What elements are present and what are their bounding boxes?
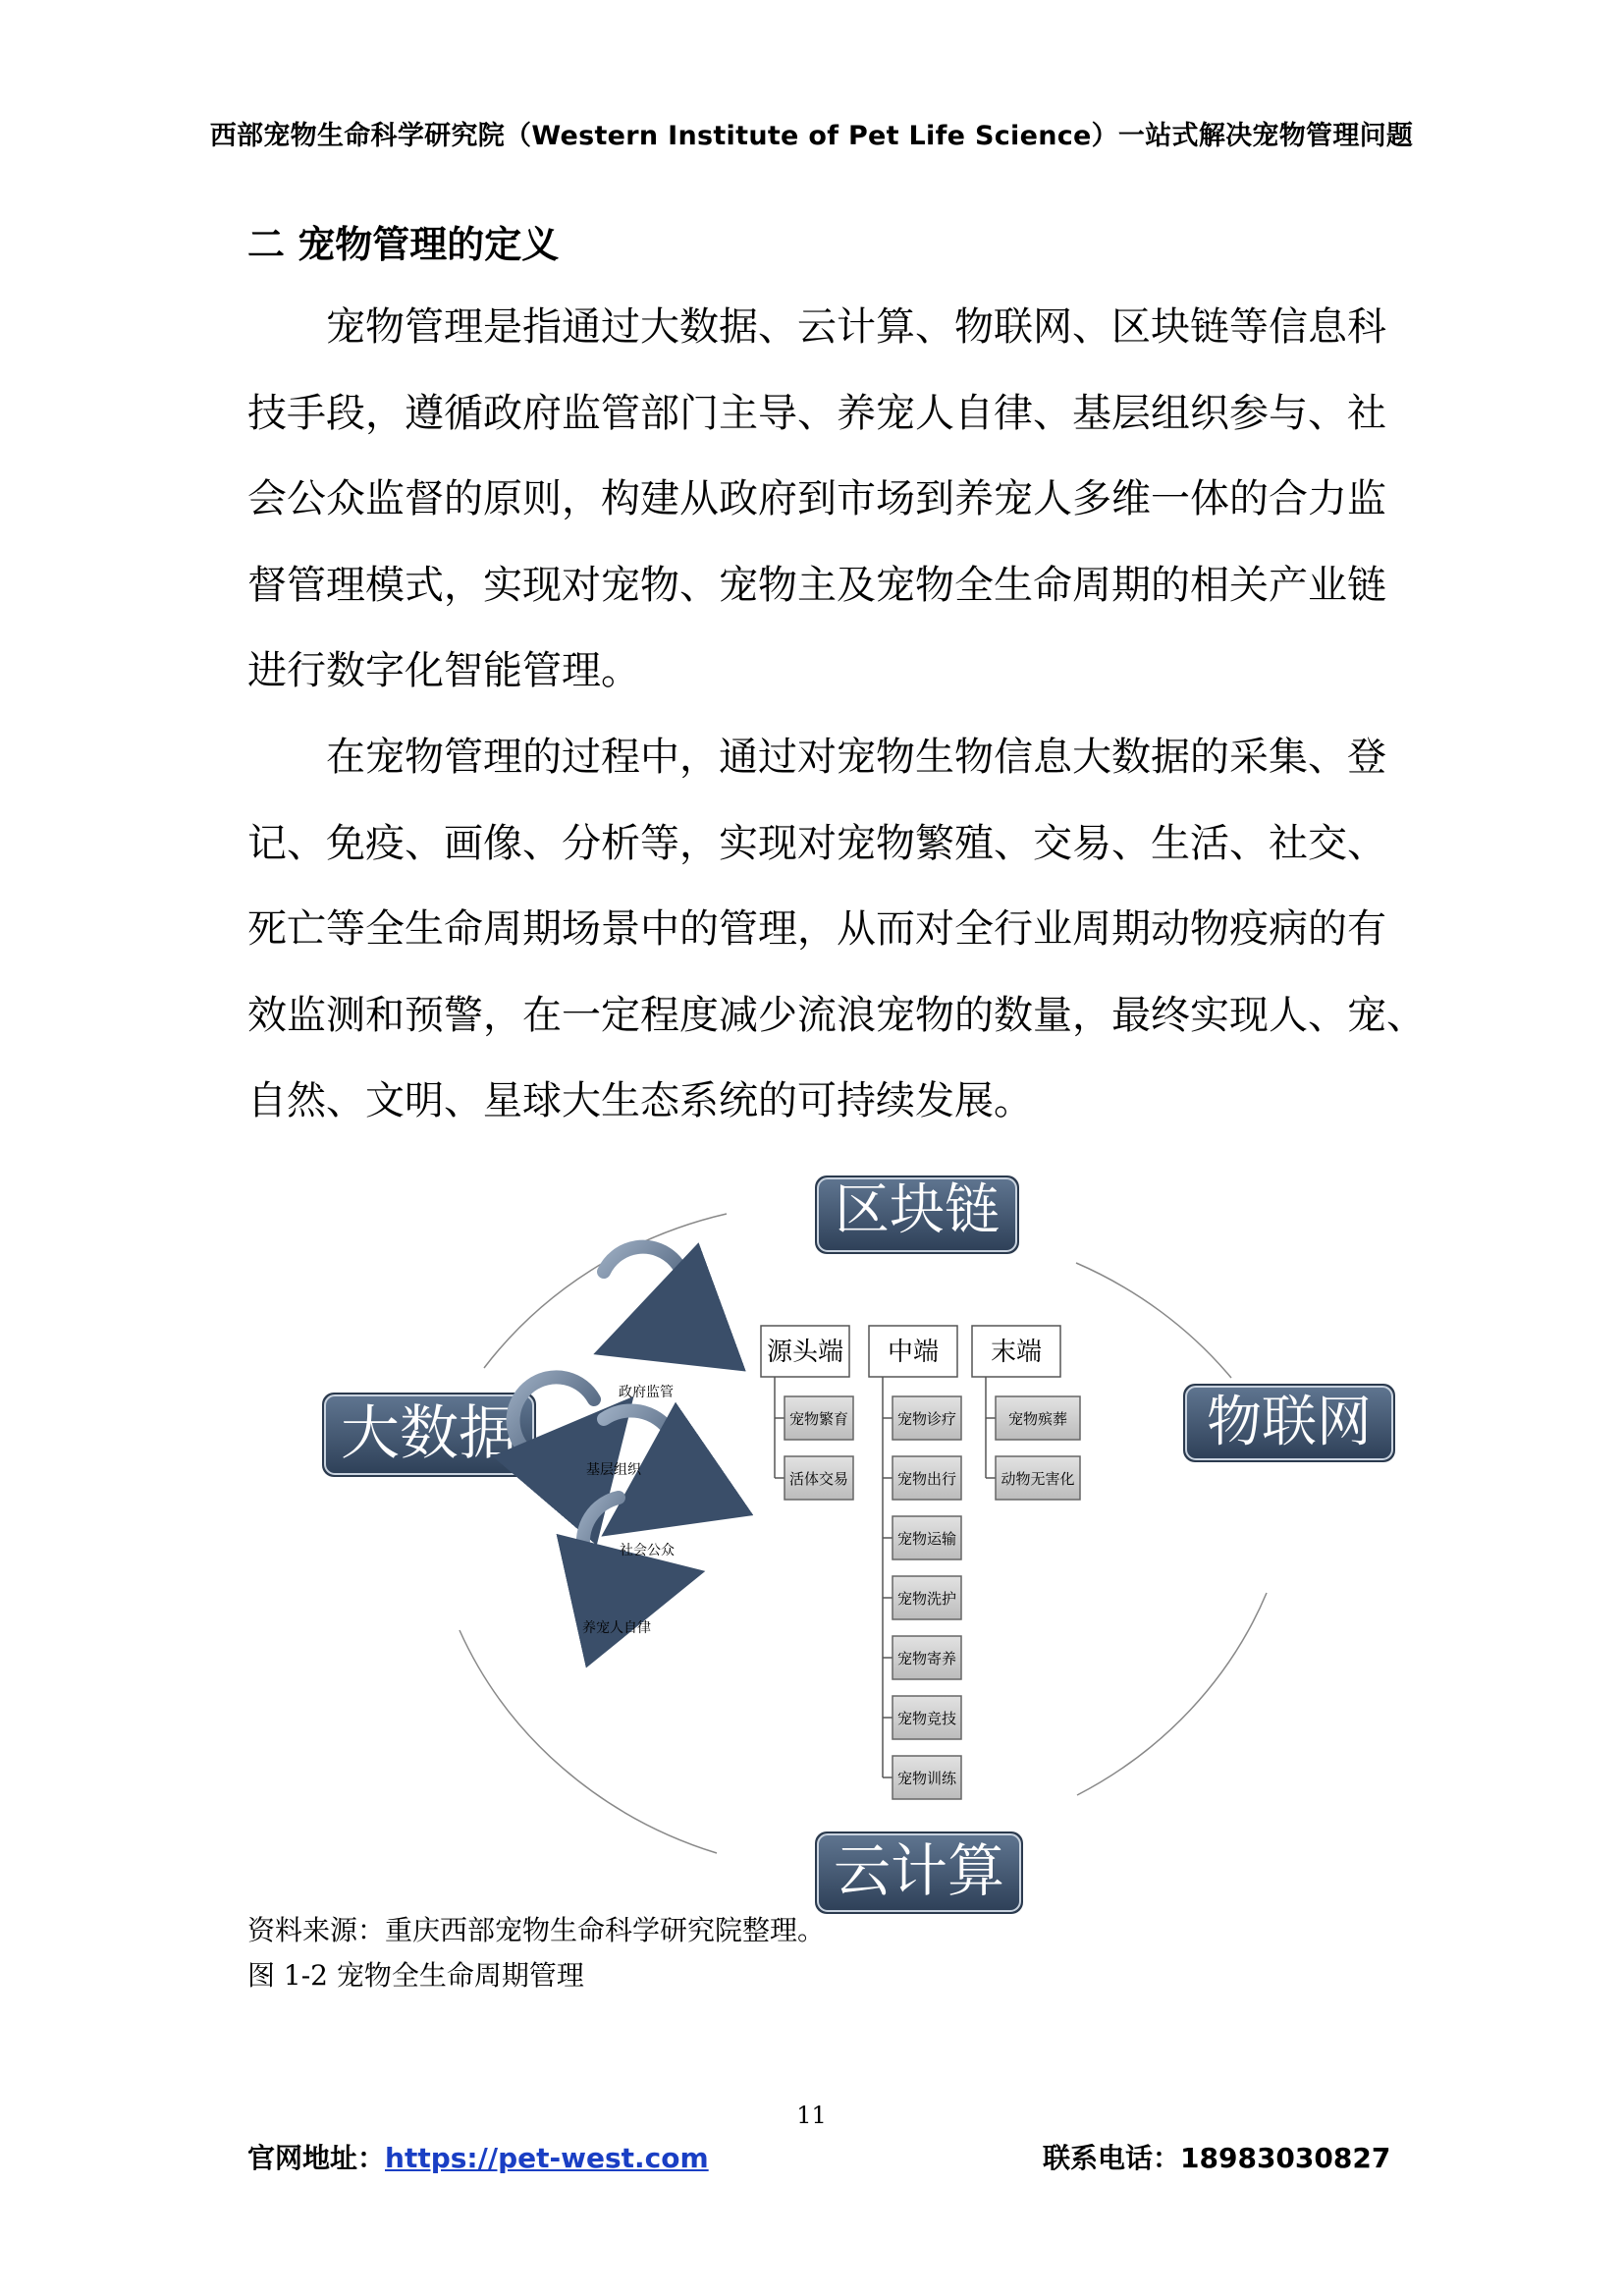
chain-label: 基层组织 [586,1462,641,1478]
chain-label: 政府监管 [619,1385,674,1400]
chain-arrow [604,1247,686,1331]
paragraph-line: 效监测和预警，在一定程度减少流浪宠物的数量，最终实现人、宠、 [247,992,1426,1038]
column-item: 宠物诊疗 [896,1410,957,1428]
column-item: 宠物殡葬 [1007,1410,1068,1428]
phone-number: 18983030827 [1180,2142,1391,2174]
paragraph-line: 督管理模式，实现对宠物、宠物主及宠物全生命周期的相关产业链 [247,562,1386,608]
chain-label: 养宠人自律 [582,1620,651,1636]
paragraph-line: 宠物管理是指通过大数据、云计算、物联网、区块链等信息科 [326,304,1386,350]
page-number: 11 [796,2102,827,2129]
footer-website [247,2137,709,2176]
chain-label: 社会公众 [620,1543,675,1558]
column-header: 中端 [887,1338,940,1367]
blockchain-box [815,1175,1019,1254]
paragraph-line: 记、免疫、画像、分析等，实现对宠物繁殖、交易、生活、社交、 [247,820,1386,866]
paragraph-line: 死亡等全生命周期场景中的管理，从而对全行业周期动物疫病的有 [247,906,1386,953]
column-item: 宠物寄养 [896,1650,957,1667]
column-header: 源头端 [766,1338,844,1367]
source-note: 资料来源：重庆西部宠物生命科学研究院整理。 [247,1914,826,1946]
cloud-computing-label: 云计算 [833,1837,1005,1904]
website-label: 官网地址： [247,2142,386,2174]
paragraph-line: 进行数字化智能管理。 [247,648,640,694]
column-item: 动物无害化 [1001,1470,1075,1488]
paragraph-2 [247,715,1426,1145]
column-header: 末端 [990,1338,1043,1367]
governance-chain [514,1247,686,1636]
paragraph-line: 会公众监督的原则，构建从政府到市场到养宠人多维一体的合力监 [247,476,1386,522]
figure-caption: 图 1-2 宠物全生命周期管理 [247,1959,584,1992]
footer-phone [1043,2137,1390,2176]
column-item: 宠物繁育 [788,1410,849,1428]
column-item: 宠物竞技 [896,1710,957,1727]
column-item: 宠物洗护 [896,1590,957,1608]
column-item: 宠物运输 [896,1530,957,1548]
industry-chain-columns [761,1326,1080,1799]
paragraph-line: 自然、文明、星球大生态系统的可持续发展。 [247,1078,1033,1124]
cloud-computing-box [815,1831,1023,1914]
website-link[interactable]: https://pet-west.com [385,2142,709,2174]
paragraph-1 [247,285,1386,715]
big-data-box [322,1393,536,1477]
blockchain-label: 区块链 [835,1178,1000,1242]
iot-label: 物联网 [1207,1391,1372,1454]
page-header: 西部宠物生命科学研究院（Western Institute of Pet Life Science）一站式解决宠物管理问题 [209,121,1414,151]
big-data-label: 大数据 [341,1399,517,1468]
section-title: 二 宠物管理的定义 [247,223,560,266]
paragraph-line: 在宠物管理的过程中，通过对宠物生物信息大数据的采集、登 [326,735,1386,780]
pet-lifecycle-diagram [314,1164,1414,1920]
column-item: 活体交易 [788,1470,849,1488]
paragraph-line: 技手段，遵循政府监管部门主导、养宠人自律、基层组织参与、社 [247,390,1386,436]
column-item: 宠物训练 [896,1770,957,1787]
phone-label: 联系电话： [1043,2142,1181,2174]
iot-box [1183,1384,1395,1462]
chain-arrow [604,1410,678,1498]
column-item: 宠物出行 [896,1470,957,1488]
